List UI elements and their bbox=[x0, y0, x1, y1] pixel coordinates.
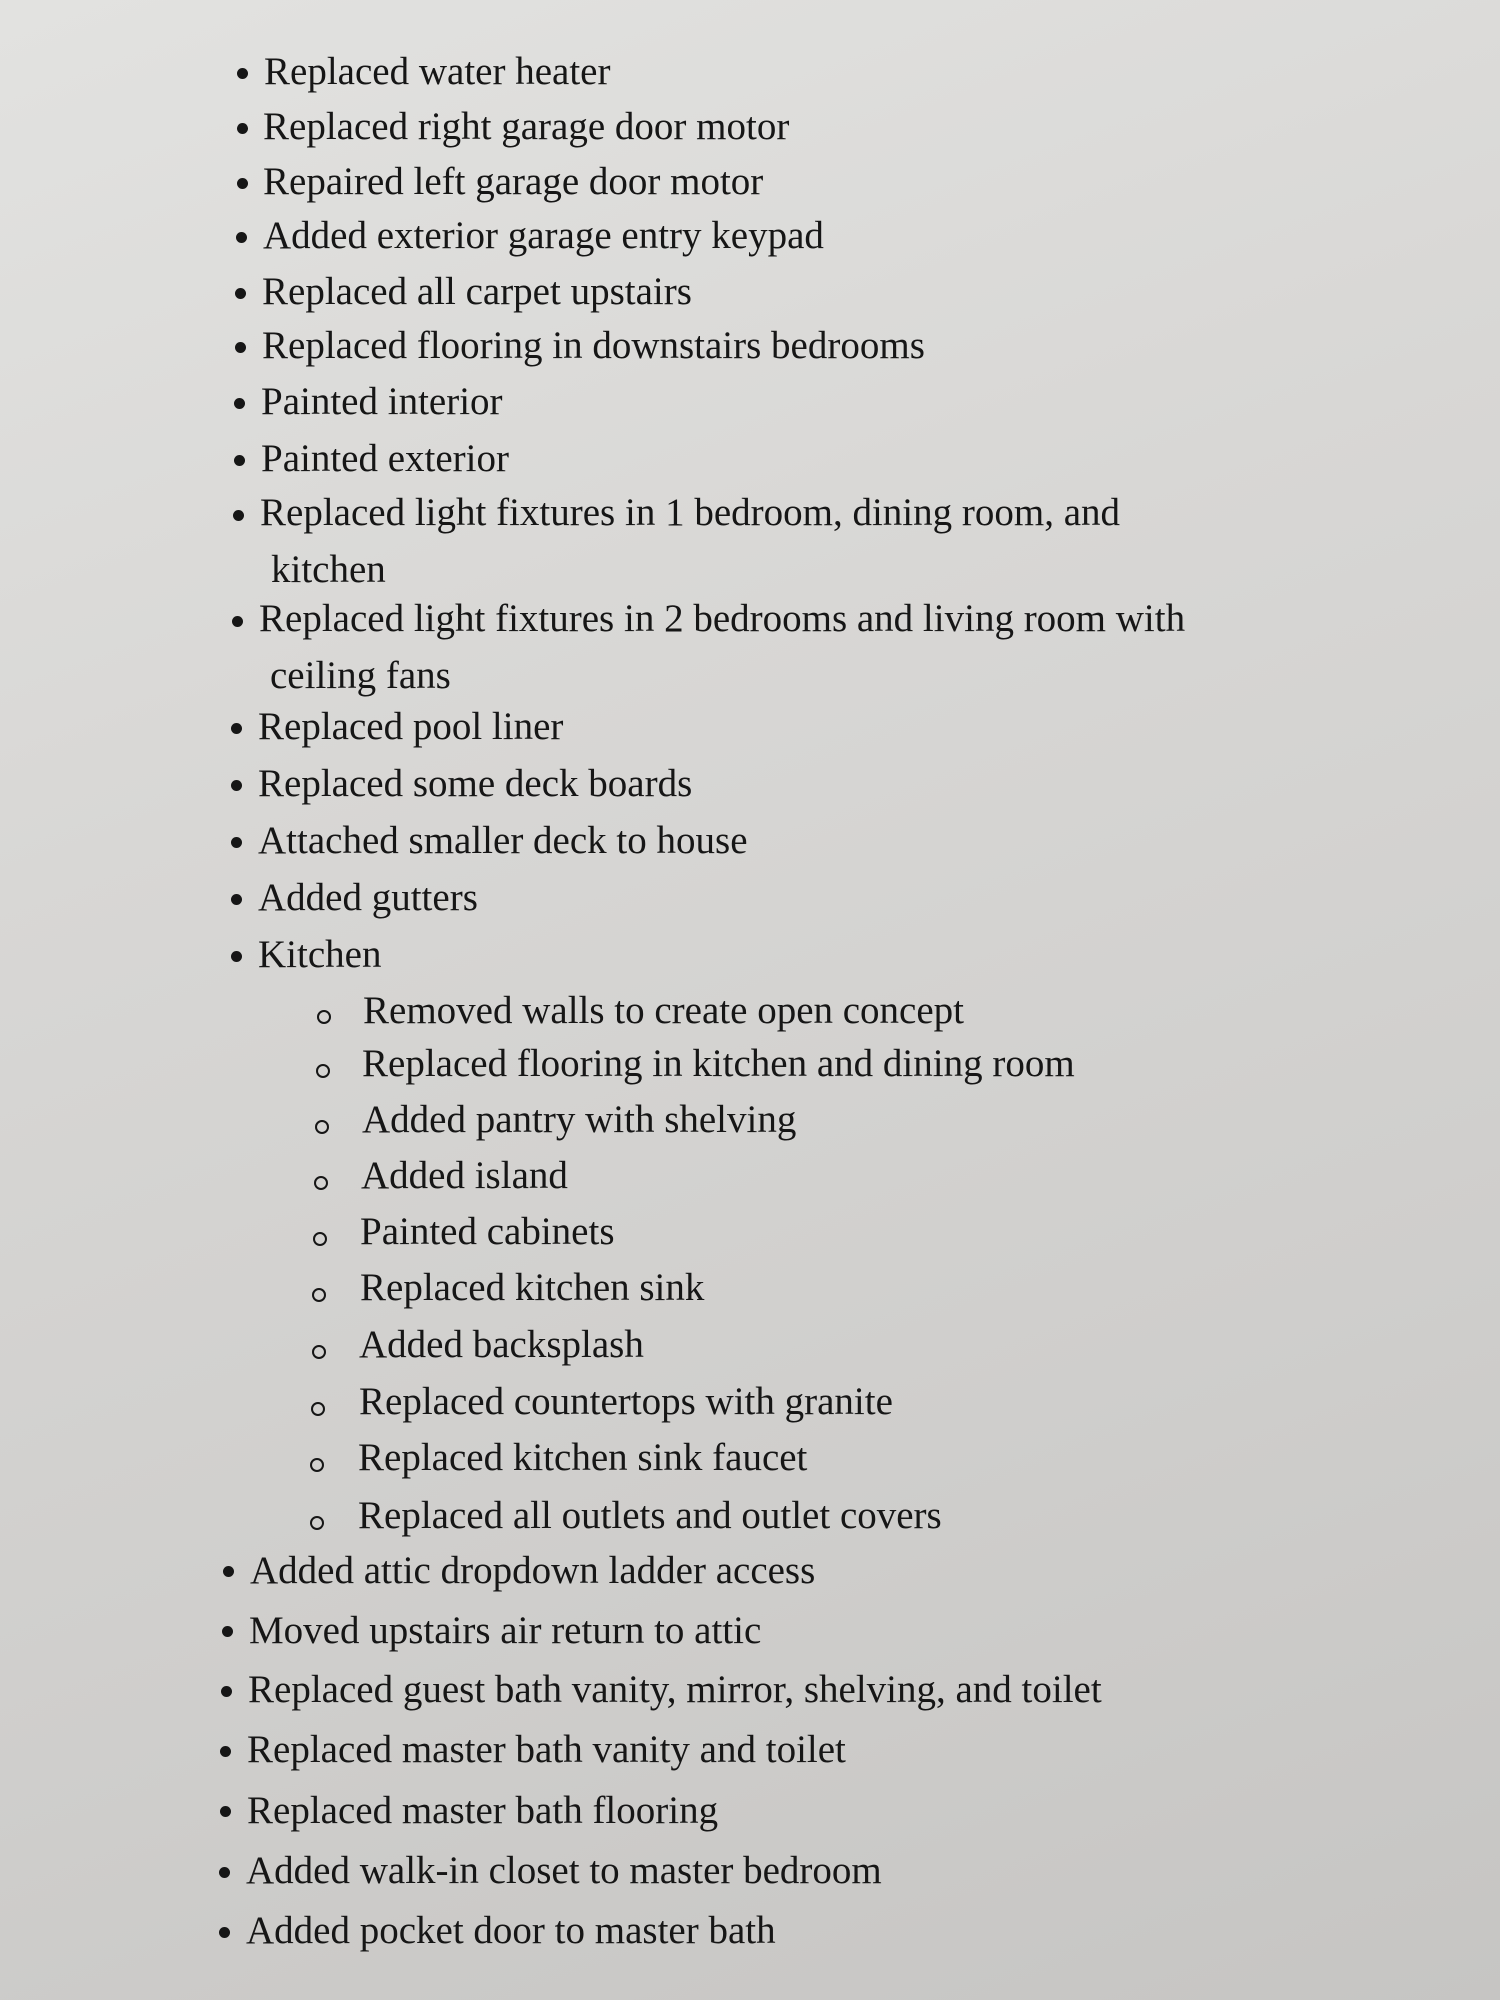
bullet-icon bbox=[237, 123, 248, 134]
bullet-icon bbox=[220, 1746, 231, 1757]
bullet-icon bbox=[222, 1626, 233, 1637]
bullet-icon bbox=[235, 288, 246, 299]
document-page: Replaced water heater Replaced right garage door motor Repaired left garage door motor Added exterior garage entry keypad Replaced all carpet upstairs Replaced flooring in downstairs bedrooms Painted interior Painted exterior Replaced light fixtures in 1 bedroom, dining room, and kitchen Replaced light fixtures in 2 bedrooms and living room with ceiling fans Replaced pool liner Replaced some deck boards Attached smaller deck to house Added gutters Kitchen Removed walls to create open concept Replaced flooring in kitchen and dining room Added pantry with shelving Added island Painted cabinets Replaced kitchen sink Added backsplash Replaced countertops with granite Replaced kitchen sink faucet Replaced all outlets and outlet covers Added attic dropdown ladder access Moved upstairs air return to attic Replaced guest bath vanity, mirror, shelving, and toilet Replaced master bath vanity and toilet Replaced master bath flooring Added walk-in closet to master bedroom Added pocket door to master bath bbox=[0, 0, 1500, 2000]
bullet-icon bbox=[231, 780, 242, 791]
circle-bullet-icon bbox=[312, 1345, 326, 1359]
circle-bullet-icon bbox=[315, 1120, 329, 1134]
circle-bullet-icon bbox=[312, 1288, 326, 1302]
bullet-icon bbox=[231, 894, 242, 905]
bullet-icon bbox=[223, 1566, 234, 1577]
bullet-icon bbox=[235, 342, 246, 353]
bullet-icon bbox=[237, 68, 248, 79]
bullet-icon bbox=[234, 455, 245, 466]
circle-bullet-icon bbox=[314, 1176, 328, 1190]
circle-bullet-icon bbox=[310, 1458, 324, 1472]
circle-bullet-icon bbox=[313, 1232, 327, 1246]
circle-bullet-icon bbox=[316, 1064, 330, 1078]
bullet-icon bbox=[234, 398, 245, 409]
bullet-icon bbox=[231, 723, 242, 734]
bullet-icon bbox=[231, 951, 242, 962]
bullet-icon bbox=[221, 1686, 232, 1697]
bullet-icon bbox=[233, 510, 244, 521]
bullet-icon bbox=[232, 616, 243, 627]
bullet-icon bbox=[219, 1927, 230, 1938]
circle-bullet-icon bbox=[310, 1516, 324, 1530]
circle-bullet-icon bbox=[317, 1010, 331, 1024]
bullet-icon bbox=[237, 178, 248, 189]
bullet-icon bbox=[220, 1806, 231, 1817]
bullet-icon bbox=[219, 1867, 230, 1878]
bullet-icon bbox=[231, 837, 242, 848]
bullet-icon bbox=[236, 232, 247, 243]
circle-bullet-icon bbox=[311, 1402, 325, 1416]
